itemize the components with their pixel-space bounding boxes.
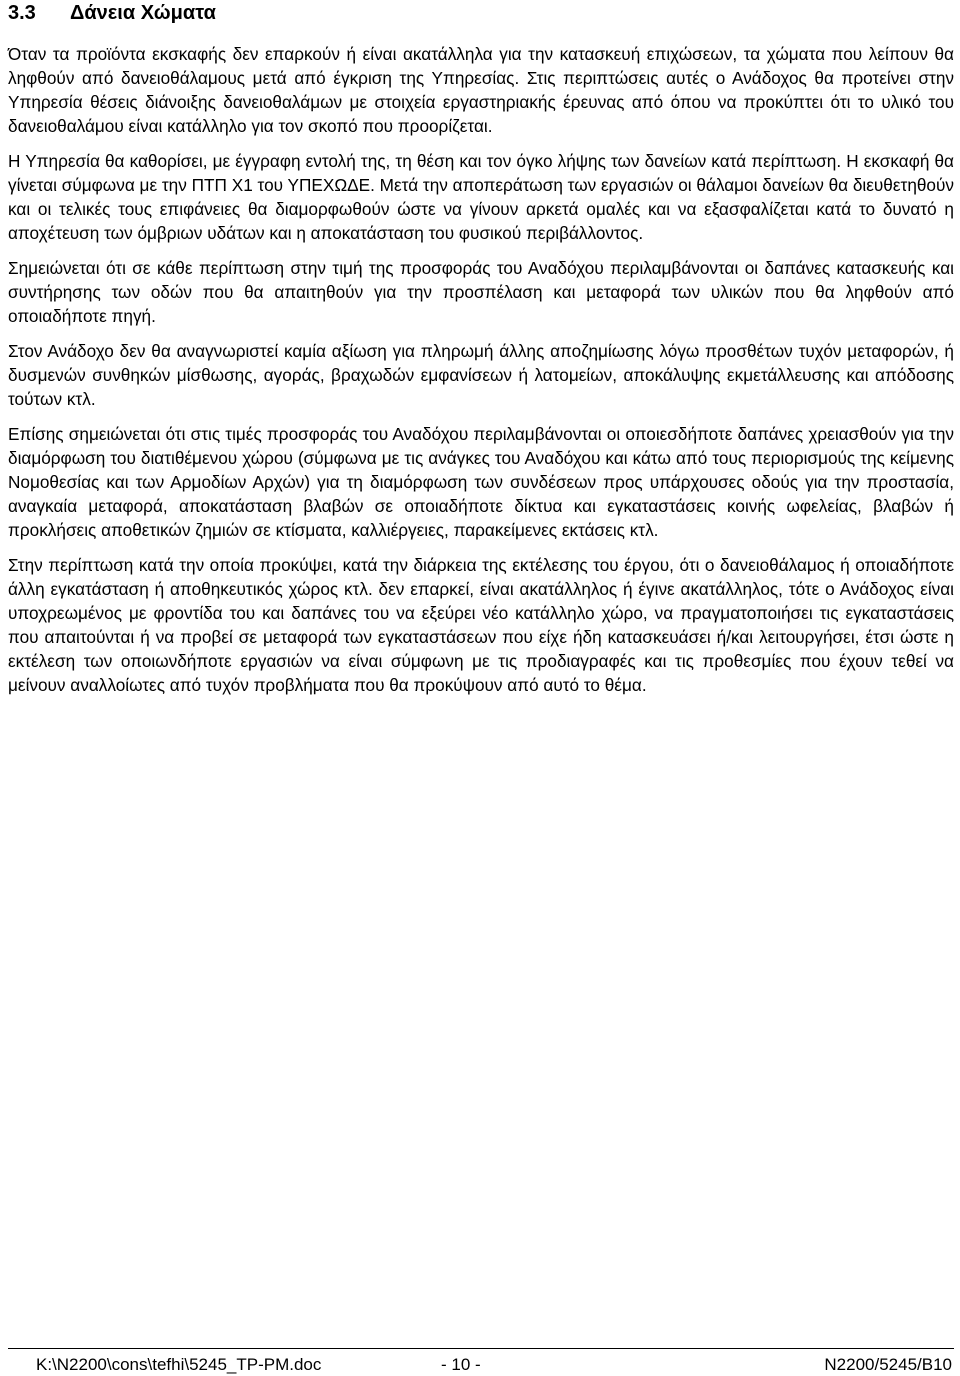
section-title: Δάνεια Χώματα (70, 2, 216, 24)
page-footer (8, 1348, 954, 1374)
paragraph-2: Η Υπηρεσία θα καθορίσει, με έγγραφη εντολή της, τη θέση και τον όγκο λήψης των δανείων κατά περίπτωση. Η εκσκαφή θα γίνεται σύμφωνα με την ΠΤΠ Χ1 του ΥΠΕΧΩΔΕ. Μετά την αποπεράτωση των εργασιών οι θάλαμοι δανείων θα διευθετηθούν και οι τελικές τους επιφάνειες θα διαμορφωθούν ώστε να γίνουν αρκετά ομαλές και να εξασφαλίζεται κατά το δυνατό η αποχέτευση των όμβριων υδάτων και η αποκατάσταση του φυσικού περιβάλλοντος. (8, 151, 954, 243)
paragraph-5: Επίσης σημειώνεται ότι στις τιμές προσφοράς του Αναδόχου περιλαμβάνονται οι οποιεσδήποτε δαπάνες χρειασθούν για την διαμόρφωση του διατιθέμενου χώρου (σύμφωνα με τις ανάγκες του Αναδόχου και κάτω από τους περιορισμούς της κείμενης Νομοθεσίας και των Αρμοδίων Αρχών) για τη διαμόρφωση των συνδέσεων προς υπάρχουσες οδούς για την προστασία, αναγκαία μεταφορά, αποκατάσταση βλαβών σε οποιαδήποτε δίκτυα και εγκαταστάσεις κοινής ωφελείας, βλαβών ή προκλήσεις αποθετικών ζημιών σε κτίσματα, καλλιέργειες, παρακείμενες εκτάσεις κτλ. (8, 424, 954, 540)
paragraph-4: Στον Ανάδοχο δεν θα αναγνωριστεί καμία αξίωση για πληρωμή άλλης αποζημίωσης λόγω προσθέτων τυχόν μεταφορών, ή δυσμενών συνθηκών μίσθωσης, αγοράς, βραχωδών εμφανίσεων ή λατομείων, αποκάλυψης εκμετάλλευσης και απόδοσης τούτων κτλ. (8, 341, 954, 409)
section-heading (8, 0, 954, 26)
section-number: 3.3 (8, 2, 36, 24)
paragraph-6: Στην περίπτωση κατά την οποία προκύψει, κατά την διάρκεια της εκτέλεσης του έργου, ότι ο δανειοθάλαμος ή οποιαδήποτε άλλη εγκατάσταση ή αποθηκευτικός χώρος κτλ. δεν επαρκεί, είναι ακατάλληλος ή έγινε ακατάλληλος, τότε ο Ανάδοχος είναι υποχρεωμένος με φροντίδα του και δαπάνες του να εξεύρει νέο κατάλληλο χώρο, να πραγματοποιήσει τις εγκαταστάσεις που απαιτούνται ή να προβεί σε μεταφορά των εγκαταστάσεων που είχε ήδη κατασκευάσει ή/και λειτουργήσει, έτσι ώστε η εκτέλεση των οποιωνδήποτε εργασιών να είναι σύμφωνη με τις προδιαγραφές και τις προθεσμίες που έχουν τεθεί να μείνουν αναλλοίωτες από τυχόν προβλήματα που θα προκύψουν από αυτό το θέμα. (8, 555, 954, 695)
paragraph-1: Όταν τα προϊόντα εκσκαφής δεν επαρκούν ή είναι ακατάλληλα για την κατασκευή επιχώσεων, τα χώματα που λείπουν θα ληφθούν από δανειοθάλαμους μετά από έγκριση της Υπηρεσίας. Στις περιπτώσεις αυτές ο Ανάδοχος θα προτείνει στην Υπηρεσία θέσεις διάνοιξης δανειοθαλάμων με στοιχεία εργαστηριακής έρευνας από όπου να προκύπτει ότι το υλικό του δανειοθαλάμου είναι κατάλληλο για τον σκοπό που προορίζεται. (8, 44, 954, 136)
document-page (8, 0, 954, 1376)
footer-page-number: - 10 - (441, 1355, 481, 1374)
footer-document-code: N2200/5245/B10 (824, 1355, 952, 1374)
paragraph-3: Σημειώνεται ότι σε κάθε περίπτωση στην τιμή της προσφοράς του Αναδόχου περιλαμβάνονται οι δαπάνες κατασκευής και συντήρησης των οδών που θα απαιτηθούν για την προσπέλαση και μεταφορά των υλικών που θα ληφθούν από οποιαδήποτε πηγή. (8, 258, 954, 326)
section-body (8, 42, 954, 697)
footer-file-path: K:\N2200\cons\tefhi\5245_TP-PM.doc (36, 1355, 322, 1374)
